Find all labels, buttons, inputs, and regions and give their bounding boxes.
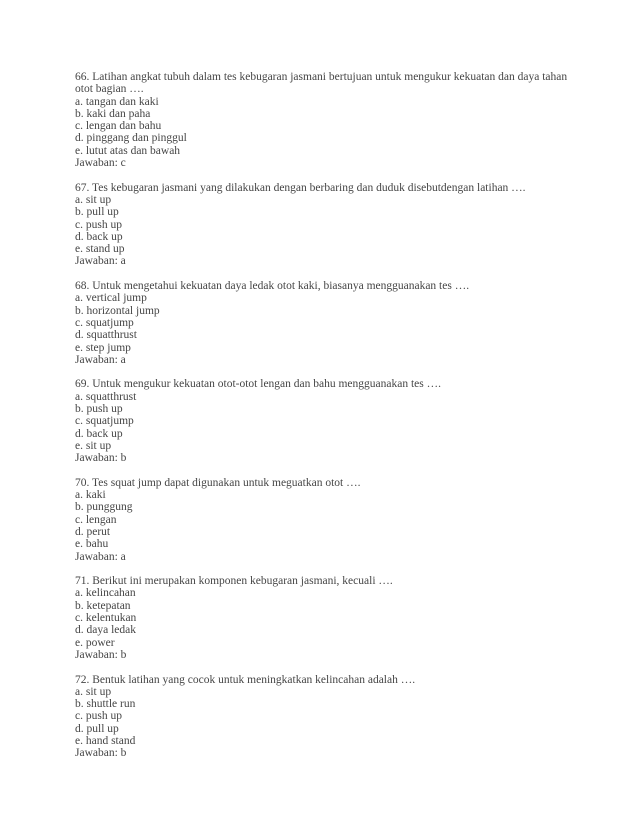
- option-line: c. push up: [75, 710, 122, 723]
- option-line: c. lengan dan bahu: [75, 120, 162, 133]
- question-block: [75, 182, 582, 268]
- option-line: a. squatthrust: [75, 390, 137, 403]
- question-options: [75, 587, 582, 648]
- question-block: [75, 378, 582, 464]
- answer-line: Jawaban: a: [75, 353, 126, 366]
- option-line: b. shuttle run: [75, 698, 136, 711]
- answer-line: Jawaban: b: [75, 747, 127, 760]
- option-line: d. back up: [75, 230, 123, 243]
- option-line: a. tangan dan kaki: [75, 95, 159, 108]
- option-line: e. sit up: [75, 439, 112, 452]
- option-line: d. perut: [75, 525, 111, 538]
- question-text: 70. Tes squat jump dapat digunakan untuk meguatkan otot ….: [75, 476, 361, 489]
- option-line: a. sit up: [75, 685, 112, 698]
- quiz-content: [75, 71, 582, 772]
- answer-line: Jawaban: c: [75, 157, 126, 170]
- option-line: c. squatjump: [75, 316, 134, 329]
- option-line: b. horizontal jump: [75, 304, 160, 317]
- option-line: c. kelentukan: [75, 612, 137, 625]
- answer-line: Jawaban: b: [75, 648, 127, 661]
- question-block: [75, 71, 582, 169]
- option-line: b. push up: [75, 403, 123, 416]
- option-line: a. sit up: [75, 193, 112, 206]
- option-line: e. stand up: [75, 243, 125, 256]
- question-block: [75, 477, 582, 563]
- question-options: [75, 194, 582, 255]
- option-line: b. pull up: [75, 206, 119, 219]
- option-line: e. step jump: [75, 341, 131, 354]
- question-options: [75, 96, 582, 157]
- question-text: 68. Untuk mengetahui kekuatan daya ledak otot kaki, biasanya mengguanakan tes ….: [75, 280, 470, 293]
- answer-line: Jawaban: b: [75, 452, 127, 465]
- option-line: c. push up: [75, 218, 122, 231]
- question-text: 72. Bentuk latihan yang cocok untuk meningkatkan kelincahan adalah ….: [75, 673, 416, 686]
- question-text: 67. Tes kebugaran jasmani yang dilakukan dengan berbaring dan duduk disebutdengan latihan ….: [75, 181, 526, 194]
- question-text: 66. Latihan angkat tubuh dalam tes kebugaran jasmani bertujuan untuk mengukur kekuatan dan daya tahan otot bagian ….: [75, 71, 568, 96]
- option-line: b. kaki dan paha: [75, 107, 151, 120]
- question-options: [75, 292, 582, 353]
- question-text: 69. Untuk mengukur kekuatan otot-otot lengan dan bahu mengguanakan tes ….: [75, 378, 441, 391]
- answer-line: Jawaban: a: [75, 550, 126, 563]
- option-line: e. hand stand: [75, 735, 136, 748]
- option-line: d. squatthrust: [75, 329, 137, 342]
- option-line: a. vertical jump: [75, 292, 147, 305]
- question-options: [75, 489, 582, 550]
- option-line: d. pinggang dan pinggul: [75, 132, 187, 145]
- question-text: 71. Berikut ini merupakan komponen kebugaran jasmani, kecuali ….: [75, 575, 393, 588]
- option-line: e. power: [75, 636, 115, 649]
- question-options: [75, 391, 582, 452]
- option-line: d. pull up: [75, 722, 119, 735]
- question-block: [75, 674, 582, 760]
- option-line: b. ketepatan: [75, 599, 131, 612]
- answer-line: Jawaban: a: [75, 255, 126, 268]
- option-line: c. squatjump: [75, 415, 134, 428]
- option-line: e. lutut atas dan bawah: [75, 144, 181, 157]
- question-options: [75, 686, 582, 747]
- option-line: b. punggung: [75, 501, 133, 514]
- option-line: d. daya ledak: [75, 624, 136, 637]
- option-line: d. back up: [75, 427, 123, 440]
- option-line: a. kaki: [75, 489, 106, 502]
- question-block: [75, 575, 582, 661]
- option-line: a. kelincahan: [75, 587, 136, 600]
- option-line: e. bahu: [75, 538, 109, 551]
- option-line: c. lengan: [75, 513, 117, 526]
- question-block: [75, 280, 582, 366]
